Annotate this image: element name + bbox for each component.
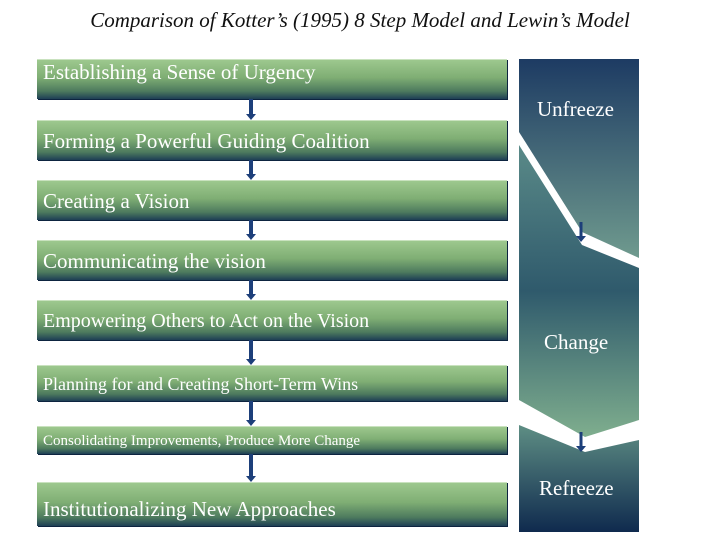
lewin-stage-refreeze: Refreeze [539,476,614,500]
kotter-step-2-label: Forming a Powerful Guiding Coalition [43,129,370,153]
kotter-step-8-label: Institutionalizing New Approaches [43,497,336,521]
kotter-step-3-label: Creating a Vision [43,189,190,213]
kotter-step-6-label: Planning for and Creating Short-Term Wins [43,374,359,394]
diagram-title: Comparison of Kotter’s (1995) 8 Step Model and Lewin’s Model [90,8,630,32]
kotter-step-5-label: Empowering Others to Act on the Vision [43,310,370,332]
kotter-step-1-label: Establishing a Sense of Urgency [43,60,316,84]
kotter-step-7-label: Consolidating Improvements, Produce More Change [43,433,361,449]
kotter-step-4-label: Communicating the vision [43,249,266,273]
lewin-stage-unfreeze: Unfreeze [537,97,614,121]
lewin-stage-change: Change [544,330,609,354]
